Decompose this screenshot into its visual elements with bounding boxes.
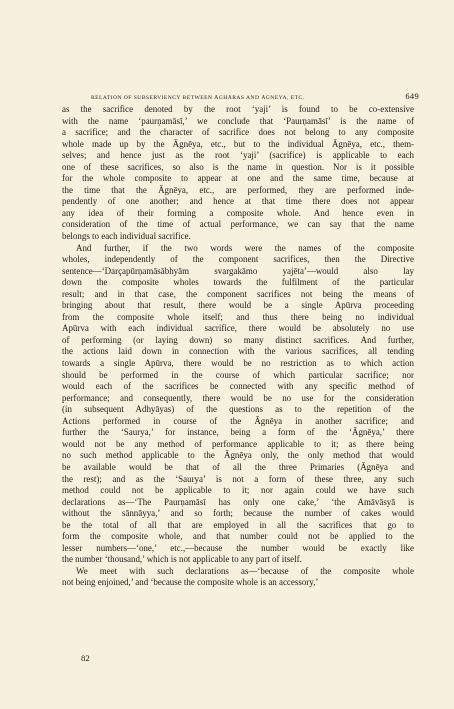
text-line: without the sānnāyya,’ and so forth; because the number of cakes would	[62, 508, 414, 519]
text-line: further the ‘Saurya,’ for instance, being a form of the ‘Āgnēya,’ there	[62, 427, 414, 438]
text-line: wholes, independently of the component sacrifices, then the Directive	[62, 254, 414, 265]
body-text	[62, 104, 414, 589]
text-line: would not be any method of performance applicable to it; as there being	[62, 438, 414, 449]
text-line: declarations as—‘The Paurṇamāsī has only one cake,’ ‘the Amāvāsyā is	[62, 496, 414, 507]
running-title: RELATION OF SUBSERVIENCY BETWEEN ĀGHĀRAS AND ĀGNEYA, ETC.	[91, 95, 305, 101]
text-line: consideration of the time of actual performance, we can say that the name	[62, 219, 414, 230]
text-line: no such method applicable to the Āgnēya only, the only method that would	[62, 450, 414, 461]
text-line: any idea of their forming a composite whole. And hence even in	[62, 207, 414, 218]
text-line: And further, if the two words were the names of the composite	[76, 242, 414, 253]
text-line: the rest); and as the ‘Saurya’ is not a form of these three, any such	[62, 473, 414, 484]
text-line: method could not be applicable to it; nor again could we have such	[62, 485, 414, 496]
text-line: should be performed in the course of which particular sacrifice; nor	[62, 369, 414, 380]
text-line: the number ‘thousand,’ which is not applicable to any part of itself.	[62, 554, 302, 565]
page-number: 649	[405, 91, 419, 101]
text-line: as the sacrifice denoted by the root ‘yaji’ is found to be co-extensive	[62, 104, 414, 114]
text-line: a sacrifice; and the character of sacrifice does not belong to any composite	[62, 127, 414, 138]
text-line: down the composite wholes towards the fulfilment of the particular	[62, 277, 414, 288]
text-line: towards a single Apūrva, there would be no restriction as to which action	[62, 358, 414, 369]
text-line: Apūrva with each individual sacrifice, there would be absolutely no use	[62, 323, 414, 334]
text-line: would each of the sacrifices be connected with any specific method of	[62, 381, 414, 392]
text-line: of performing (or laying down) so many distinct sacrifices. And further,	[62, 334, 414, 345]
signature-mark: 82	[81, 653, 90, 663]
text-line: belongs to each individual sacrifice.	[62, 231, 191, 242]
text-line: result; and in that case, the component sacrifices not being the means of	[62, 288, 414, 299]
text-line: performance; and consequently, there would be no use for the consideration	[62, 392, 414, 403]
text-line: one of these sacrifices, so also is the name in question. Nor is it possible	[62, 161, 414, 172]
text-line: the time that the Āgnēya, etc., are performed, they are performed inde-	[62, 184, 414, 195]
text-line: from the composite whole itself; and thus there being no individual	[62, 311, 414, 322]
text-line: be available would be that of all the three Primaries (Āgnēya and	[62, 461, 414, 472]
text-line: sentence—‘Darçapūrṇamāsābhyām svargakāmo yajēta’—would also lay	[62, 265, 414, 276]
text-line: (in subsequent Adhyāyas) of the questions as to the repetition of the	[62, 404, 414, 415]
text-line: form the composite whole, and that number could not be applied to the	[62, 531, 414, 542]
text-line: selves; and hence just as the root ‘yaji’ (sacrifice) is applicable to each	[62, 150, 414, 161]
text-line: the actions laid down in connection with the various sacrifices, all tending	[62, 346, 414, 357]
text-line: Actions performed in course of the Āgnēya in another sacrifice; and	[62, 415, 414, 426]
text-line: with the name ‘paurṇamāsī,’ we conclude that ‘Paurṇamāsī’ is the name of	[62, 115, 414, 126]
text-line: not being enjoined,’ and ‘because the composite whole is an accessory,’	[62, 577, 319, 588]
text-line: pendently of one another; and hence at that time there does not appear	[62, 196, 414, 207]
text-line: lesser numbers—‘one,’ etc.,—because the number would be exactly like	[62, 542, 414, 553]
text-line: whole made up by the Āgnēya, etc., but to the individual Āgnēya, etc., them-	[62, 138, 414, 149]
running-header	[91, 91, 419, 101]
text-line: be the total of all that are employed in all the sacrifices that go to	[62, 519, 414, 530]
text-line: for the whole composite to appear at one and the same time, because at	[62, 173, 414, 184]
text-line: bringing about that result, there would be a single Apūrva proceeding	[62, 300, 414, 311]
text-line: We meet with such declarations as—‘because of the composite whole	[76, 565, 414, 576]
